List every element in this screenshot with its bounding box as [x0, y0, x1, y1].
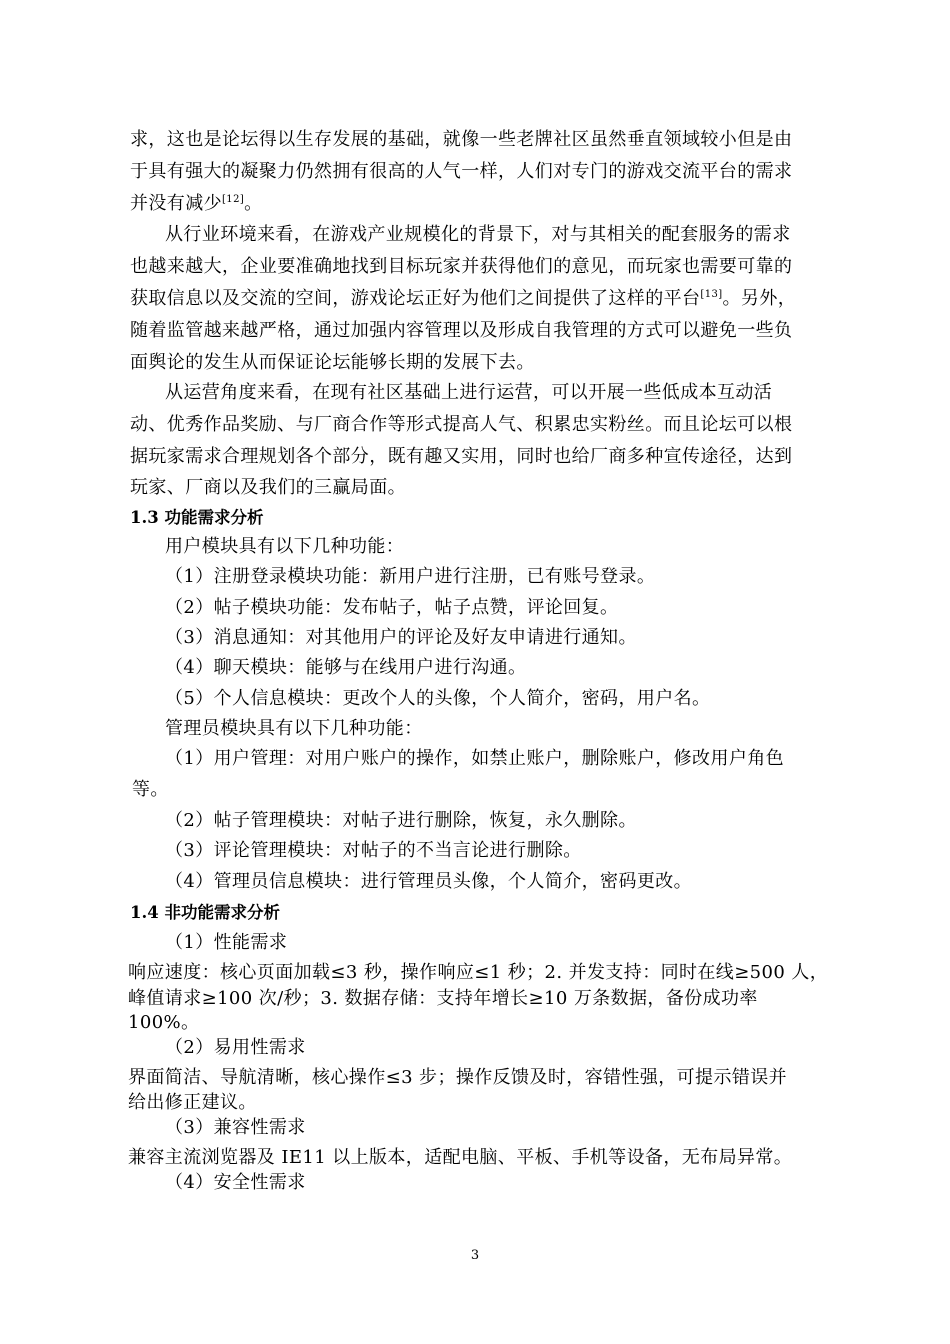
paragraph-line: 给出修正建议。 — [128, 1092, 257, 1113]
paragraph-line: 从运营角度来看，在现有社区基础上进行运营，可以开展一些低成本互动活 — [165, 382, 773, 403]
paragraph-text: 并没有减少 — [130, 193, 222, 214]
subsection-title: （2）易用性需求 — [165, 1037, 306, 1058]
paragraph-line: 从行业环境来看，在游戏产业规模化的背景下，对与其相关的配套服务的需求 — [165, 224, 791, 245]
paragraph-text: 。 — [244, 193, 263, 214]
page-number: 3 — [470, 1248, 480, 1263]
list-item-continuation: 等。 — [132, 779, 169, 800]
paragraph-line: 100%。 — [128, 1012, 200, 1033]
paragraph-line: 也越来越大，企业要准确地找到目标玩家并获得他们的意见，而玩家也需要可靠的 — [130, 256, 793, 277]
paragraph-line — [130, 193, 263, 215]
paragraph-line: 面舆论的发生从而保证论坛能够长期的发展下去。 — [130, 352, 535, 373]
section-heading: 1.3 功能需求分析 — [130, 508, 264, 527]
admin-module-intro: 管理员模块具有以下几种功能： — [165, 718, 423, 739]
subsection-title: （1）性能需求 — [165, 932, 288, 953]
user-module-intro: 用户模块具有以下几种功能： — [165, 536, 405, 557]
paragraph-text: 获取信息以及交流的空间，游戏论坛正好为他们之间提供了这样的平台 — [130, 288, 701, 309]
paragraph-line: 随着监管越来越严格，通过加强内容管理以及形成自我管理的方式可以避免一些负 — [130, 320, 793, 341]
paragraph-line: 动、优秀作品奖励、与厂商合作等形式提高人气、积累忠实粉丝。而且论坛可以根 — [130, 414, 793, 435]
list-item: （1）用户管理：对用户账户的操作，如禁止账户，删除账户，修改用户角色 — [165, 748, 785, 769]
list-item: （3）评论管理模块：对帖子的不当言论进行删除。 — [165, 840, 582, 861]
paragraph-line — [130, 288, 796, 310]
list-item: （1）注册登录模块功能：新用户进行注册，已有账号登录。 — [165, 566, 656, 587]
list-item: （4）管理员信息模块：进行管理员头像，个人简介，密码更改。 — [165, 871, 693, 892]
list-item: （4）聊天模块：能够与在线用户进行沟通。 — [165, 657, 527, 678]
paragraph-line: 据玩家需求合理规划各个部分，既有趣又实用，同时也给厂商多种宣传途径，达到 — [130, 446, 793, 467]
paragraph-line: 峰值请求≥100 次/秒；3. 数据存储：支持年增长≥10 万条数据，备份成功率 — [128, 988, 758, 1009]
citation-ref: [12] — [222, 194, 245, 205]
paragraph-line: 界面简洁、导航清晰，核心操作≤3 步；操作反馈及时，容错性强，可提示错误并 — [128, 1067, 788, 1088]
subsection-title: （4）安全性需求 — [165, 1172, 306, 1193]
paragraph-line: 玩家、厂商以及我们的三赢局面。 — [130, 477, 406, 498]
paragraph-line: 响应速度：核心页面加载≤3 秒，操作响应≤1 秒；2. 并发支持：同时在线≥500 人， — [128, 962, 829, 983]
paragraph-line: 兼容主流浏览器及 IE11 以上版本，适配电脑、平板、手机等设备，无布局异常。 — [128, 1147, 793, 1168]
list-item: （2）帖子模块功能：发布帖子，帖子点赞，评论回复。 — [165, 597, 619, 618]
paragraph-line: 于具有强大的凝聚力仍然拥有很高的人气一样，人们对专门的游戏交流平台的需求 — [130, 161, 793, 182]
paragraph-text: 。另外， — [722, 288, 797, 309]
list-item: （3）消息通知：对其他用户的评论及好友申请进行通知。 — [165, 627, 637, 648]
subsection-title: （3）兼容性需求 — [165, 1117, 306, 1138]
list-item: （5）个人信息模块：更改个人的头像，个人简介，密码，用户名。 — [165, 688, 711, 709]
list-item: （2）帖子管理模块：对帖子进行删除，恢复，永久删除。 — [165, 810, 637, 831]
section-heading: 1.4 非功能需求分析 — [130, 903, 280, 922]
citation-ref: [13] — [700, 289, 723, 300]
paragraph-line: 求，这也是论坛得以生存发展的基础，就像一些老牌社区虽然垂直领域较小但是由 — [130, 129, 793, 150]
